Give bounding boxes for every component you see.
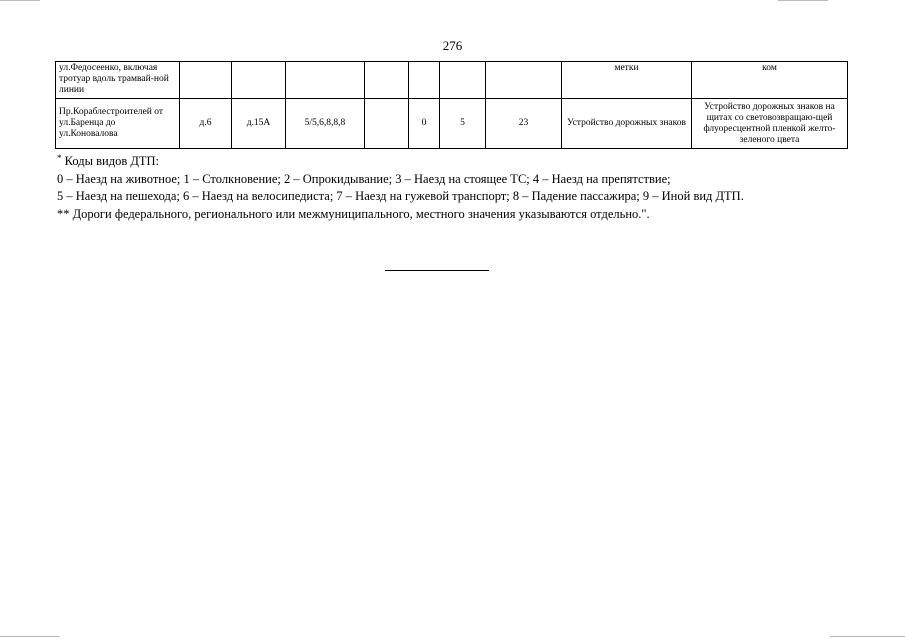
footnote-dtp-codes-line2: 5 – Наезд на пешехода; 6 – Наезд на велосипедиста; 7 – Наезд на гужевой транспорт; 8 – Падение пассажира; 9 – Иной вид ДТП. [57, 189, 744, 203]
footnote-title-text: Коды видов ДТП: [64, 154, 160, 168]
table-cell [486, 62, 562, 99]
table-cell [180, 62, 232, 99]
table-cell [365, 99, 409, 149]
footnote-dtp-codes-line1: 0 – Наезд на животное; 1 – Столкновение; 2 – Опрокидывание; 3 – Наезд на стоящее ТС; 4 – Наезд на препятствие; [57, 171, 671, 186]
table-cell [409, 62, 440, 99]
table-cell [440, 62, 486, 99]
scan-mark [0, 0, 40, 1]
road-cell: ул.Федосеенко, включая тротуар вдоль трамвай-ной линии [56, 62, 180, 99]
table-cell [365, 62, 409, 99]
footnote-dtp-codes-title [57, 150, 897, 171]
scan-mark [830, 636, 905, 637]
measures-cell: Устройство дорожных знаков [562, 99, 692, 149]
closing-rule [385, 270, 489, 271]
road-cell: Пр.Кораблестроителей от ул.Баренца до ул.Коновалова [56, 99, 180, 149]
measures-cell: метки [562, 62, 692, 99]
table-cell: 5 [440, 99, 486, 149]
extra-cell: ком [692, 62, 848, 99]
footnote-roads: ** Дороги федерального, регионального или межмуниципального, местного значения указываются отдельно.". [57, 206, 650, 221]
dtp-codes-cell: 5/5,6,8,8,8 [286, 99, 365, 149]
table-row [56, 99, 848, 149]
house-to-cell: д.15А [232, 99, 286, 149]
scan-mark [0, 636, 60, 637]
scan-mark [778, 0, 828, 1]
table-cell: 23 [486, 99, 562, 149]
table-row [56, 62, 848, 99]
extra-cell: Устройство дорожных знаков на щитах со световозвращаю-щей флуоресцентной пленкой желто-зеленого цвета [692, 99, 848, 149]
dtp-table [55, 61, 848, 149]
house-from-cell: д.6 [180, 99, 232, 149]
footnotes [57, 150, 897, 223]
page-number: 276 [442, 38, 463, 53]
table-cell [232, 62, 286, 99]
footnote-star: * [57, 153, 62, 163]
table-cell: 0 [409, 99, 440, 149]
table-cell [286, 62, 365, 99]
